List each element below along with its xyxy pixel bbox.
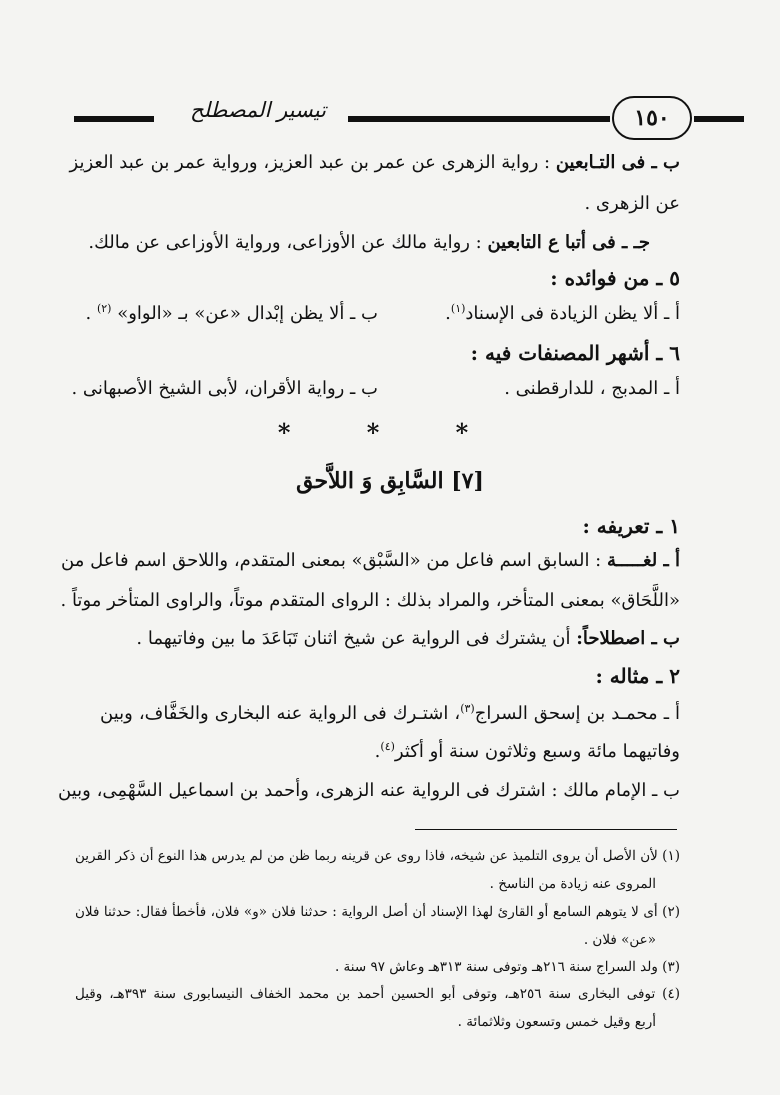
footnote-rule	[415, 829, 677, 830]
body-line: أ ـ ألا يظن الزيادة فى الإسناد$^{(١)}$.	[445, 302, 680, 324]
footnote-ref[interactable]: (١)	[450, 302, 466, 315]
body-line: أ ـ محمـد بن إسحق السراج$^{(٣)}$، اشتـرك فى الرواية عنه البخارى والخَفَّاف، وبين	[100, 702, 680, 724]
header-rule-middle	[348, 116, 610, 122]
section-heading: ٥ ـ من فوائده :	[550, 266, 680, 290]
footnote-ref[interactable]: (٣)	[460, 702, 475, 715]
footnote: «عن» فلان .	[583, 932, 656, 948]
body-line: أ ـ المدبج ، للدارقطنى .	[504, 378, 680, 399]
section-heading: ١ ـ تعريفه :	[582, 514, 680, 538]
section-heading: ٢ ـ مثاله :	[595, 664, 680, 688]
body-line: أ ـ لغـــــة : السابق اسم فاعل من «السَّبْق» بمعنى المتقدم، واللاحق اسم فاعل من	[61, 550, 680, 571]
body-line: ب ـ فى التـابعين : رواية الزهرى عن عمر بن عبد العزيز، ورواية عمر بن عبد العزيز	[69, 152, 680, 173]
body-line: عن الزهرى .	[584, 193, 680, 214]
body-line: ب ـ ألا يظن إبْدال «عن» بـ «الواو» $^{(٢)}$ .	[85, 302, 378, 324]
footnote-ref[interactable]: (٢)	[96, 302, 112, 315]
running-title: تيسير المصطلح	[190, 98, 326, 122]
footnote: (٣) ولد السراج سنة ٢١٦هـ وتوفى سنة ٣١٣هـ وعاش ٩٧ سنة .	[334, 959, 680, 975]
running-header	[60, 92, 680, 152]
page-number: ١٥٠	[612, 96, 692, 140]
body-line: ب ـ رواية الأقران، لأبى الشيخ الأصبهانى .	[71, 378, 378, 399]
body-line: ب ـ اصطلاحاً: أن يشترك فى الرواية عن شيخ اثنان تَبَاعَدَ ما بين وفاتيهما .	[136, 628, 680, 649]
section-separator: * * *	[277, 418, 503, 447]
header-rule-right	[694, 116, 744, 122]
footnote: أربع وقيل خمس وتسعون وثلاثمائة .	[457, 1014, 656, 1030]
body-line: «اللَّحَاق» بمعنى المتأخر، والمراد بذلك : الرواى المتقدم موتاً، والراوى المتأخر موتاً .	[60, 590, 680, 611]
chapter-title: [٧] السَّابِق وَ اللاَّحق	[296, 468, 484, 494]
section-heading: ٦ ـ أشهر المصنفات فيه :	[470, 341, 680, 365]
body-line: وفاتيهما مائة وسبع وثلاثون سنة أو أكثر$^{(٤)}$.	[374, 740, 680, 762]
footnote: (٤) توفى البخارى سنة ٢٥٦هـ، وتوفى أبو الحسين أحمد بن محمد الخفاف النيسابورى سنة ٣٩٣هـ، وقيل	[75, 986, 680, 1002]
body-line: جـ ـ فى أتبا ع التابعين : رواية مالك عن الأوزاعى، ورواية الأوزاعى عن مالك.	[88, 232, 650, 253]
footnote: (٢) أى لا يتوهم السامع أو القارئ لهذا الإسناد أن أصل الرواية : حدثنا فلان «و» فلان، فأخطأ فقال: حدثنا فلان	[75, 904, 680, 920]
footnote: (١) لأن الأصل أن يروى التلميذ عن شيخه، فاذا روى عن قرينه ربما ظن من لم يدرس هذا النوع أن ذكر القرين	[75, 848, 680, 864]
header-rule-left	[74, 116, 154, 122]
body-line: ب ـ الإمام مالك : اشترك فى الرواية عنه الزهرى، وأحمد بن اسماعيل السَّهْمِى، وبين	[58, 780, 680, 801]
footnote: المروى عنه زيادة من الناسخ .	[489, 876, 656, 892]
footnote-ref[interactable]: (٤)	[380, 740, 395, 753]
